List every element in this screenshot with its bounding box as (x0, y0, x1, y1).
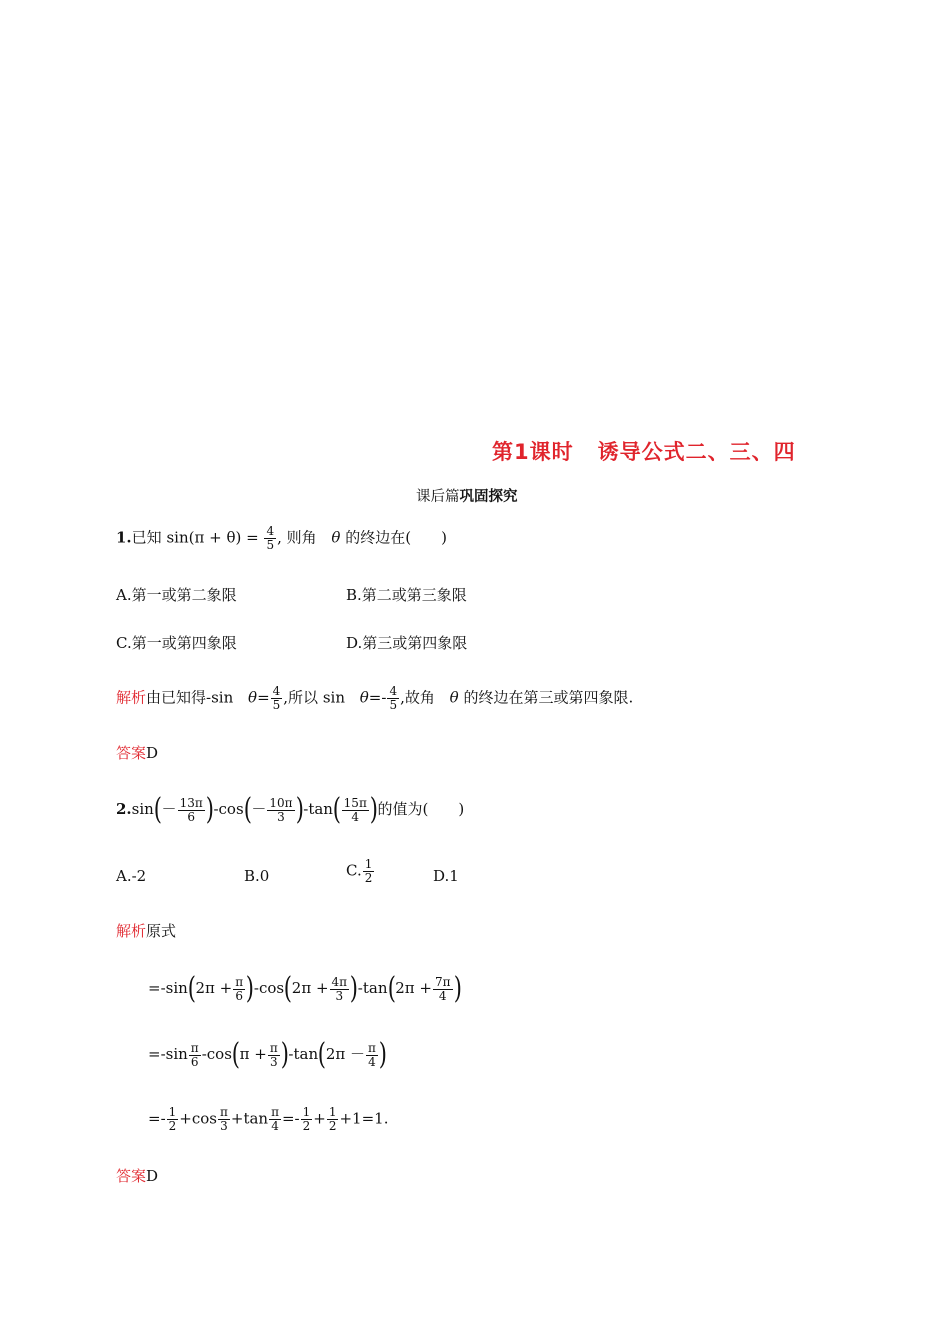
fraction: $\frac{7\pi}{4}$ (434, 974, 451, 1003)
q2-option-d: D.1 (433, 867, 459, 885)
q1-analysis: 解析由已知得-sin θ= $\frac{4}{5}$ ,所以 sin θ=- $\frac{4}{5}$ ,故角 θ 的终边在第三或第四象限. (116, 684, 634, 712)
q2-option-a: A.-2 (116, 867, 147, 885)
q2-step-2: =-sin $\frac{\pi}{6}$ -cos(π + $\frac{\pi}{3}$ )-tan(2π － $\frac{\pi}{4}$ ) (148, 1037, 387, 1072)
fraction: $\frac{\pi}{3}$ (219, 1105, 228, 1133)
fraction: $\frac{1}{2}$ (364, 857, 373, 885)
fraction: $\frac{\pi}{6}$ (235, 974, 244, 1003)
q1-option-b: B.第二或第三象限 (346, 586, 467, 604)
fraction: $\frac{1}{2}$ (302, 1105, 311, 1133)
q2-option-b: B.0 (244, 867, 270, 885)
fraction: $\frac{\pi}{6}$ (190, 1040, 199, 1069)
fraction: $\frac{4}{5}$ (389, 684, 398, 712)
q1-option-a: A.第一或第二象限 (116, 586, 237, 604)
fraction: $\frac{4}{5}$ (266, 524, 275, 552)
fraction: $\frac{\pi}{3}$ (269, 1040, 278, 1069)
q2-step-3: =- $\frac{1}{2}$ +cos $\frac{\pi}{3}$ +tan $\frac{\pi}{4}$ =- $\frac{1}{2}$ + $\frac{1}{2}$ +1=1. (148, 1105, 389, 1133)
analysis-label: 解析 (116, 688, 147, 707)
fraction: $\frac{15\pi}{4}$ (343, 795, 367, 824)
fraction: $\frac{1}{2}$ (168, 1105, 177, 1133)
answer-label: 答案 (116, 1167, 147, 1185)
q2-option-c: C. $\frac{1}{2}$ (346, 857, 373, 885)
answer-label: 答案 (116, 744, 147, 762)
q2-analysis-head: 解析原式 (116, 922, 177, 940)
fraction: $\frac{\pi}{4}$ (368, 1040, 376, 1069)
question-2: 2.sin(－ $\frac{13\pi}{6}$ )-cos(－ $\frac{10\pi}{3}$ )-tan( $\frac{15\pi}{4}$ )的值为( ) (116, 792, 465, 827)
lesson-topic: 诱导公式二、三、四 (597, 440, 796, 464)
q1-option-c: C.第一或第四象限 (116, 634, 237, 652)
q2-answer: 答案D (116, 1167, 159, 1185)
q1-option-d: D.第三或第四象限 (346, 634, 468, 652)
analysis-label: 解析 (116, 922, 147, 940)
q1-answer: 答案D (116, 744, 159, 762)
lesson-title (492, 436, 796, 466)
section-subtitle: 课后篇巩固探究 (416, 488, 518, 505)
fraction: $\frac{10\pi}{3}$ (269, 795, 293, 824)
lesson-number: 第1课时 (492, 440, 574, 464)
fraction: $\frac{\pi}{4}$ (271, 1105, 279, 1133)
question-1: 1.已知 sin(π + θ) = $\frac{4}{5}$ , 则角 θ 的终边在( ) (116, 524, 447, 552)
fraction: $\frac{4}{5}$ (272, 684, 281, 712)
fraction: $\frac{4\pi}{3}$ (331, 974, 348, 1003)
q2-step-1: =-sin(2π + $\frac{\pi}{6}$ )-cos(2π + $\frac{4\pi}{3}$ )-tan(2π + $\frac{7\pi}{4}$ ) (148, 971, 462, 1006)
fraction: $\frac{1}{2}$ (328, 1105, 337, 1133)
fraction: $\frac{13\pi}{6}$ (179, 795, 203, 824)
